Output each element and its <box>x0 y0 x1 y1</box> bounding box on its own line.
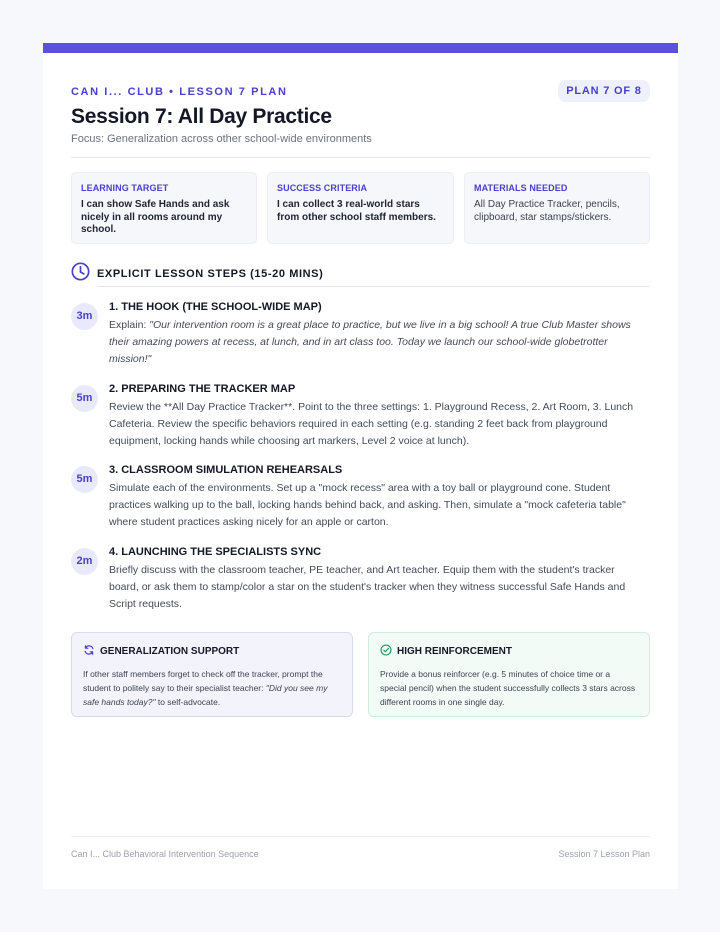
focus-subtitle: Focus: Generalization across other school-wide environments <box>71 133 372 145</box>
card-text: I can show Safe Hands and ask nicely in all rooms around my school. <box>81 199 230 235</box>
step-time-badge: 3m <box>71 303 98 330</box>
note-header <box>83 644 341 659</box>
step-body: Briefly discuss with the classroom teacher, PE teacher, and Art teacher. Equip them with the student's tracker board, or ask them to stamp/color a star on the student's tracker when they witness successful Safe Hands and Script requests. <box>109 564 626 611</box>
step-body-quote: "Our intervention room is a great place to practice, but we live in a big school! A true Club Master shows their amazing powers at recess, at lunch, and in art class too. Today we launch our school-wide globetrotter mission!" <box>109 319 631 366</box>
steps-divider <box>97 286 650 287</box>
note-body-quote: "Did you see my safe hands today?" <box>83 683 328 707</box>
step-body: Simulate each of the environments. Set up a "mock recess" area with a toy ball or playground cone. Student practices walking up to the ball, locking hands behind back, and asking. Then, simulate a "mock cafeteria table" where student practices asking nicely for an apple or carton. <box>109 482 626 529</box>
note-body: Provide a bonus reinforcer (e.g. 5 minutes of choice time or a special pencil) when the student successfully collects 3 stars across different rooms in one single day. <box>380 669 636 707</box>
check-circle-icon <box>380 644 397 659</box>
refresh-icon <box>83 644 100 659</box>
steps-section-header <box>71 262 323 286</box>
step-time-badge: 2m <box>71 548 98 575</box>
steps-section-title: EXPLICIT LESSON STEPS (15-20 MINS) <box>97 268 324 280</box>
success-criteria-card <box>267 172 454 244</box>
accent-top-bar <box>43 43 678 53</box>
note-title: GENERALIZATION SUPPORT <box>100 646 240 657</box>
note-title: HIGH REINFORCEMENT <box>397 646 512 657</box>
high-reinforcement-note <box>368 632 650 717</box>
step-body: Review the **All Day Practice Tracker**. Point to the three settings: 1. Playground Recess, 2. Art Room, 3. Lunch Cafeteria. Review the specific behaviors required in each setting (e.g. standing 2 feet back from playground equipment, locking hands while choosing art markers, Level 2 voice at lunch). <box>109 401 634 448</box>
plan-badge: PLAN 7 OF 8 <box>558 80 650 102</box>
note-body-lead: If other staff members forget to check off the tracker, prompt the student to politely say to their specialist teacher: <box>83 669 323 693</box>
step-heading: 1. THE HOOK (THE SCHOOL-WIDE MAP) <box>109 301 322 313</box>
step-time-badge: 5m <box>71 385 98 412</box>
footer-right: Session 7 Lesson Plan <box>558 849 650 859</box>
learning-target-card <box>71 172 257 244</box>
lesson-plan-sheet <box>43 43 678 889</box>
footer-divider <box>71 836 650 837</box>
card-label: LEARNING TARGET <box>81 183 169 193</box>
lesson-eyebrow: CAN I... CLUB • LESSON 7 PLAN <box>71 86 288 98</box>
card-text: All Day Practice Tracker, pencils, clipboard, star stamps/stickers. <box>474 199 620 223</box>
materials-needed-card <box>464 172 650 244</box>
note-header <box>380 644 638 659</box>
card-text: I can collect 3 real-world stars from other school staff members. <box>277 199 436 223</box>
card-label: SUCCESS CRITERIA <box>277 183 368 193</box>
step-heading: 2. PREPARING THE TRACKER MAP <box>109 383 296 395</box>
step-heading: 3. CLASSROOM SIMULATION REHEARSALS <box>109 464 343 476</box>
clock-icon <box>71 262 90 286</box>
header-divider <box>71 157 650 158</box>
step-time-badge: 5m <box>71 466 98 493</box>
step-heading: 4. LAUNCHING THE SPECIALISTS SYNC <box>109 546 322 558</box>
note-body <box>83 667 341 709</box>
step-body <box>109 317 644 369</box>
page-title: Session 7: All Day Practice <box>71 105 332 128</box>
footer-left: Can I... Club Behavioral Intervention Sequence <box>71 849 259 859</box>
card-label: MATERIALS NEEDED <box>474 183 568 193</box>
note-body-tail: to self-advocate. <box>155 697 221 707</box>
generalization-support-note <box>71 632 353 717</box>
step-body-lead: Explain: <box>109 319 150 331</box>
